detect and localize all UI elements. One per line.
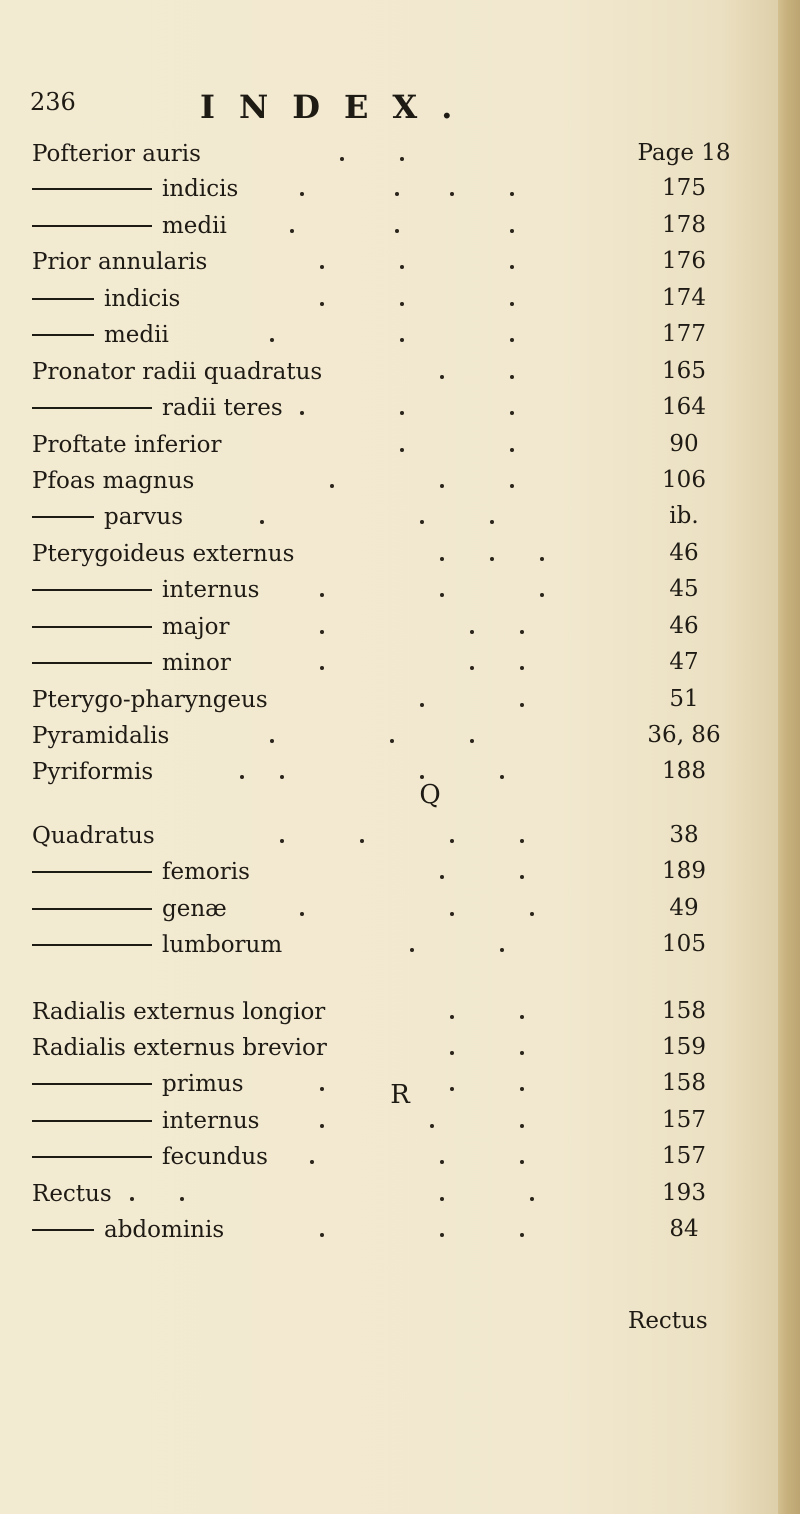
index-entry — [0, 613, 760, 649]
leader-dot — [400, 448, 404, 452]
leader-dot — [430, 1124, 434, 1128]
index-entry — [0, 503, 760, 539]
index-entry — [0, 358, 760, 394]
leader-dot — [520, 1124, 524, 1128]
leader-dot — [470, 630, 474, 634]
leader-dot — [240, 775, 244, 779]
leader-dot — [260, 520, 264, 524]
entry-page-ref: 164 — [662, 394, 706, 420]
entry-label: Radialis externus longior — [32, 999, 326, 1025]
leader-dot — [320, 1233, 324, 1237]
entry-label: primus — [162, 1071, 244, 1097]
entry-page-ref: 158 — [662, 1070, 706, 1096]
leader-dot — [530, 1197, 534, 1201]
entry-term — [32, 1216, 224, 1243]
leader-dot — [510, 338, 514, 342]
leader-dot — [320, 666, 324, 670]
page-number: 236 — [30, 88, 76, 116]
entry-term — [32, 998, 325, 1025]
leader-dot — [450, 1015, 454, 1019]
leader-dot — [130, 1197, 134, 1201]
leader-dot — [450, 912, 454, 916]
ditto-dash — [32, 1229, 94, 1231]
leader-dot — [420, 703, 424, 707]
entry-page-ref: 46 — [669, 540, 699, 566]
leader-dot — [510, 484, 514, 488]
ditto-dash — [32, 225, 152, 227]
ditto-dash — [32, 334, 94, 336]
leader-dot — [520, 1015, 524, 1019]
entry-page-ref: 36, 86 — [647, 722, 721, 748]
leader-dot — [540, 557, 544, 561]
entry-term — [32, 649, 231, 676]
entry-term — [32, 431, 221, 458]
ditto-dash — [32, 871, 152, 873]
leader-dot — [470, 666, 474, 670]
ditto-dash — [32, 188, 152, 190]
entry-page-ref: 159 — [662, 1034, 706, 1060]
entry-term — [32, 1107, 259, 1134]
index-entry — [0, 895, 760, 931]
entry-page-ref: 84 — [669, 1216, 699, 1242]
entry-term — [32, 758, 153, 785]
entry-page-ref: 38 — [669, 822, 699, 848]
entry-term — [32, 503, 183, 530]
entry-page-ref: 106 — [662, 467, 706, 493]
entry-page-ref: 158 — [662, 998, 706, 1024]
ditto-dash — [32, 662, 152, 664]
entry-page-ref: 45 — [669, 576, 699, 602]
entry-label: Pfoas magnus — [32, 468, 195, 494]
ditto-dash — [32, 1083, 152, 1085]
entry-term — [32, 858, 250, 885]
leader-dot — [400, 265, 404, 269]
ditto-dash — [32, 1120, 152, 1122]
leader-dot — [450, 839, 454, 843]
leader-dot — [320, 630, 324, 634]
leader-dot — [400, 157, 404, 161]
entry-term — [32, 576, 259, 603]
leader-dot — [320, 1087, 324, 1091]
entry-label: radii teres — [162, 395, 283, 421]
entry-term — [32, 1070, 244, 1097]
entry-label: medii — [104, 322, 169, 348]
leader-dot — [450, 192, 454, 196]
entry-label: major — [162, 614, 230, 640]
leader-dot — [440, 375, 444, 379]
index-entry — [0, 1216, 760, 1252]
index-entry — [0, 321, 760, 357]
leader-dot — [510, 302, 514, 306]
leader-dot — [270, 338, 274, 342]
entry-term — [32, 895, 227, 922]
index-entry — [0, 686, 760, 722]
index-entry — [0, 285, 760, 321]
section-letter-r: R — [390, 1080, 410, 1110]
leader-dot — [420, 775, 424, 779]
leader-dot — [520, 1233, 524, 1237]
entry-label: Rectus — [32, 1181, 112, 1207]
leader-dot — [320, 302, 324, 306]
entry-page-ref: 49 — [669, 895, 699, 921]
leader-dot — [520, 1087, 524, 1091]
entry-term — [32, 467, 194, 494]
leader-dot — [440, 875, 444, 879]
entry-label: Quadratus — [32, 823, 155, 849]
entry-label: indicis — [104, 286, 181, 312]
ditto-dash — [32, 516, 94, 518]
entry-label: Pofterior auris — [32, 141, 201, 167]
index-entry — [0, 431, 760, 467]
leader-dot — [440, 557, 444, 561]
entry-label: internus — [162, 577, 260, 603]
entry-label: Pyriformis — [32, 759, 154, 785]
entry-page-ref: 46 — [669, 613, 699, 639]
entry-label: internus — [162, 1108, 260, 1134]
catchword: Rectus — [628, 1308, 708, 1334]
leader-dot — [520, 703, 524, 707]
leader-dot — [300, 192, 304, 196]
leader-dot — [360, 839, 364, 843]
entry-term — [32, 1143, 268, 1170]
leader-dot — [440, 484, 444, 488]
entry-term — [32, 540, 294, 567]
leader-dot — [180, 1197, 184, 1201]
entry-label: lumborum — [162, 932, 283, 958]
entry-page-ref: 176 — [662, 248, 706, 274]
leader-dot — [440, 1233, 444, 1237]
entry-label: Pyramidalis — [32, 723, 170, 749]
entry-term — [32, 931, 282, 958]
leader-dot — [395, 192, 399, 196]
entry-page-ref: 177 — [662, 321, 706, 347]
entry-page-ref: 47 — [669, 649, 699, 675]
leader-dot — [500, 775, 504, 779]
index-entry — [0, 998, 760, 1034]
page-title: INDEX. — [200, 88, 477, 126]
leader-dot — [510, 265, 514, 269]
page-header — [0, 88, 760, 132]
leader-dot — [400, 302, 404, 306]
index-entry — [0, 1034, 760, 1070]
leader-dot — [530, 912, 534, 916]
entry-page-ref: Page 18 — [637, 140, 731, 166]
leader-dot — [440, 1197, 444, 1201]
leader-dot — [400, 411, 404, 415]
leader-dot — [270, 739, 274, 743]
index-entry — [0, 140, 760, 176]
leader-dot — [520, 666, 524, 670]
entry-page-ref: 90 — [669, 431, 699, 457]
entry-page-ref: 51 — [669, 686, 699, 712]
entry-page-ref: 188 — [662, 758, 706, 784]
index-entry — [0, 758, 760, 794]
ditto-dash — [32, 908, 152, 910]
entry-term — [32, 285, 180, 312]
entry-term — [32, 1180, 112, 1207]
leader-dot — [280, 775, 284, 779]
entry-label: indicis — [162, 176, 239, 202]
entry-page-ref: 175 — [662, 175, 706, 201]
section-letter-q: Q — [419, 780, 441, 810]
leader-dot — [440, 1160, 444, 1164]
leader-dot — [510, 448, 514, 452]
leader-dot — [510, 192, 514, 196]
index-entry — [0, 576, 760, 612]
ditto-dash — [32, 589, 152, 591]
leader-dot — [320, 593, 324, 597]
leader-dot — [420, 520, 424, 524]
entry-page-ref: 193 — [662, 1180, 706, 1206]
leader-dot — [520, 1160, 524, 1164]
leader-dot — [330, 484, 334, 488]
entry-term — [32, 686, 268, 713]
leader-dot — [300, 411, 304, 415]
index-entry — [0, 212, 760, 248]
index-entry — [0, 649, 760, 685]
entry-label: Pterygo-pharyngeus — [32, 687, 268, 713]
entry-label: Radialis externus brevior — [32, 1035, 327, 1061]
entry-page-ref: 174 — [662, 285, 706, 311]
entry-label: genæ — [162, 896, 227, 922]
leader-dot — [280, 839, 284, 843]
index-entry — [0, 1143, 760, 1179]
leader-dot — [510, 229, 514, 233]
entry-label: medii — [162, 213, 227, 239]
index-entry — [0, 858, 760, 894]
leader-dot — [520, 875, 524, 879]
entry-term — [32, 358, 322, 385]
index-entry — [0, 248, 760, 284]
leader-dot — [395, 229, 399, 233]
leader-dot — [300, 912, 304, 916]
entry-page-ref: 157 — [662, 1143, 706, 1169]
leader-dot — [320, 1124, 324, 1128]
leader-dot — [400, 338, 404, 342]
entry-label: Prior annularis — [32, 249, 208, 275]
index-entry — [0, 175, 760, 211]
leader-dot — [540, 593, 544, 597]
leader-dot — [450, 1051, 454, 1055]
leader-dot — [500, 948, 504, 952]
leader-dot — [490, 557, 494, 561]
entry-label: abdominis — [104, 1217, 225, 1243]
ditto-dash — [32, 298, 94, 300]
entry-term — [32, 248, 207, 275]
entry-page-ref: 157 — [662, 1107, 706, 1133]
entry-term — [32, 613, 230, 640]
entry-term — [32, 212, 227, 239]
entry-term — [32, 1034, 327, 1061]
entry-label: parvus — [104, 504, 184, 530]
entry-label: fecundus — [162, 1144, 268, 1170]
entry-page-ref: 189 — [662, 858, 706, 884]
entry-label: Pronator radii quadratus — [32, 359, 323, 385]
leader-dot — [450, 1087, 454, 1091]
book-gutter — [778, 0, 800, 1514]
entry-page-ref: 165 — [662, 358, 706, 384]
entry-page-ref: ib. — [669, 503, 699, 529]
leader-dot — [340, 157, 344, 161]
index-entry — [0, 1107, 760, 1143]
leader-dot — [520, 630, 524, 634]
index-entry — [0, 1180, 760, 1216]
entry-page-ref: 105 — [662, 931, 706, 957]
index-entry — [0, 931, 760, 967]
entry-page-ref: 178 — [662, 212, 706, 238]
leader-dot — [320, 265, 324, 269]
index-entry — [0, 822, 760, 858]
entry-term — [32, 175, 238, 202]
entry-label: minor — [162, 650, 231, 676]
entry-label: Proftate inferior — [32, 432, 222, 458]
ditto-dash — [32, 626, 152, 628]
entry-term — [32, 394, 283, 421]
entry-term — [32, 722, 169, 749]
ditto-dash — [32, 944, 152, 946]
ditto-dash — [32, 1156, 152, 1158]
entry-term — [32, 321, 169, 348]
leader-dot — [390, 739, 394, 743]
index-entry — [0, 722, 760, 758]
leader-dot — [510, 375, 514, 379]
leader-dot — [470, 739, 474, 743]
leader-dot — [410, 948, 414, 952]
leader-dot — [510, 411, 514, 415]
index-entry — [0, 540, 760, 576]
leader-dot — [440, 593, 444, 597]
index-entry — [0, 467, 760, 503]
leader-dot — [520, 839, 524, 843]
index-entry — [0, 394, 760, 430]
ditto-dash — [32, 407, 152, 409]
entry-term — [32, 140, 201, 167]
leader-dot — [520, 1051, 524, 1055]
leader-dot — [310, 1160, 314, 1164]
entry-term — [32, 822, 155, 849]
leader-dot — [290, 229, 294, 233]
entry-label: Pterygoideus externus — [32, 541, 295, 567]
leader-dot — [490, 520, 494, 524]
entry-label: femoris — [162, 859, 250, 885]
